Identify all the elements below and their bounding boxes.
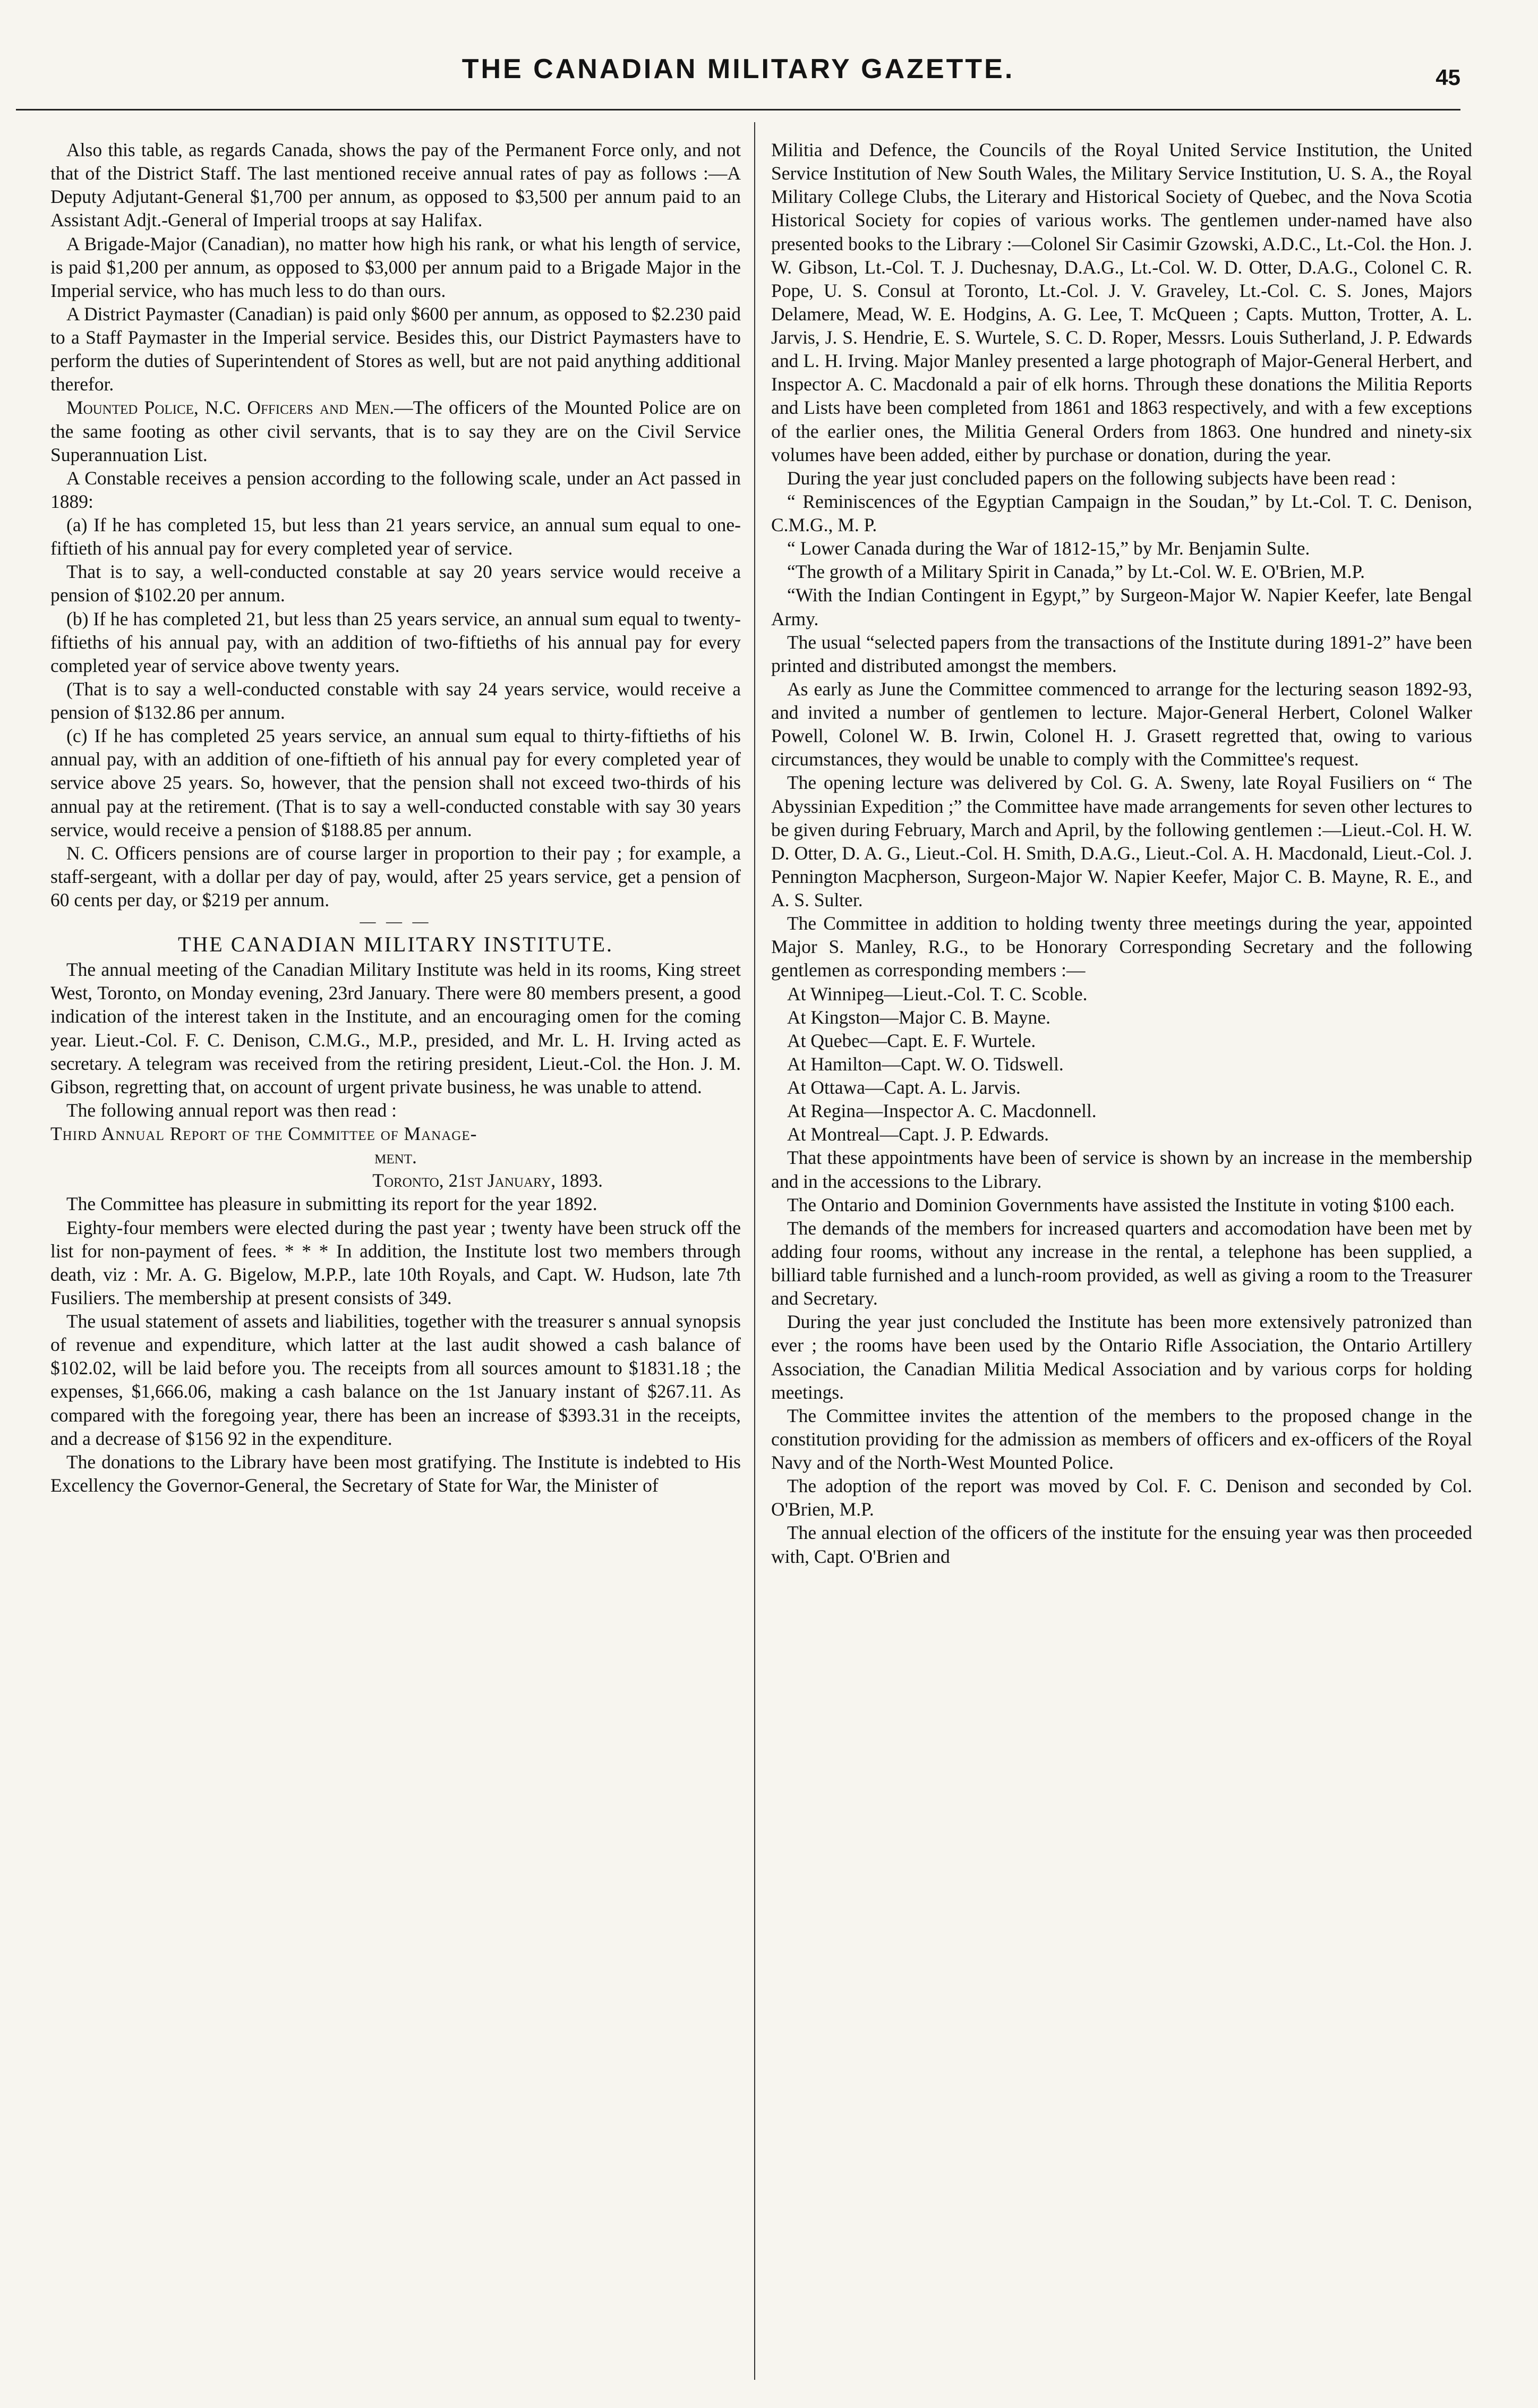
- paragraph: Eighty-four members were elected during the past year ; twenty have been struck off the list for non-payment of fees. * * * In addition, the Institute lost two members through death, viz : Mr. A. G. Bigelow, M.P.P., late 10th Royals, and Capt. W. Hudson, late 7th Fusiliers. The membership at present consists of 349.: [50, 1216, 741, 1308]
- header-rule: [16, 109, 1460, 110]
- paragraph: The Committee invites the attention of the members to the proposed change in the constitution providing for the admission as members of officers and ex-officers of the Royal Navy and of the North-West Mounted Police.: [771, 1405, 1472, 1473]
- paragraph: A District Paymaster (Canadian) is paid only $600 per annum, as opposed to $2.230 paid to a Staff Paymaster in the Imperial service. Besides this, our District Paymasters have to perform the duties of Superintendent of Stores as well, but are not paid anything additional therefor.: [50, 303, 741, 395]
- page-number: 45: [1436, 65, 1460, 90]
- section-title: THE CANADIAN MILITARY INSTITUTE.: [177, 932, 614, 957]
- dateline-text: Toronto, 21st January, 1893.: [372, 1170, 603, 1192]
- corresponding-member: At Winnipeg—Lieut.-Col. T. C. Scoble.: [787, 983, 1088, 1005]
- paragraph: A Constable receives a pension according to the following scale, under an Act passed in 1889:: [50, 467, 741, 512]
- paragraph: (That is to say a well-conducted constable with say 24 years service, would receive a pension of $132.86 per annum.: [50, 678, 741, 723]
- paragraph: Militia and Defence, the Councils of the Royal United Service Institution, the United Service Institution of New South Wales, the Military Service Institution, U. S. A., the Royal Military College Clubs, the Literary and Historical Society of Quebec, and the Nova Scotia Historical Society for copies of various works. The gentlemen under-named have also presented books to the Library :—Colonel Sir Casimir Gzowski, A.D.C., Lt.-Col. the Hon. J. W. Gibson, Lt.-Col. T. J. Duchesnay, D.A.G., Lt.-Col. W. D. Otter, D.A.G., Colonel C. R. Pope, U. S. Consul at Toronto, Lt.-Col. J. V. Graveley, Lt.-Col. C. S. Jones, Majors Delamere, Mead, W. E. Hodgins, A. G. Lee, T. McQueen ; Capts. Mutton, Trotter, A. L. Jarvis, J. S. Hendrie, E. S. Wurtele, S. C. D. Roper, Messrs. Louis Sutherland, J. P. Edwards and L. H. Irving. Major Manley presented a large photograph of Major-General Herbert, and Inspector A. C. Macdonald a pair of elk horns. Through these donations the Militia Reports and Lists have been completed from 1861 and 1863 respectively, and with a few exceptions of the earlier ones, the Militia General Orders from 1863. One hundred and ninety-six volumes have been added, either by purchase or donation, during the year.: [771, 139, 1472, 465]
- run-in-heading: Mounted Police, N.C. Officers and Men.: [66, 397, 395, 419]
- masthead: [16, 53, 1460, 101]
- paragraph: (c) If he has completed 25 years service, an annual sum equal to thirty-fiftieths of his annual pay, with an addition of one-fiftieth of his annual pay for every completed year of service above 25 years. So, however, that the pension shall not exceed two-thirds of his annual pay at the retirement. (That is to say a well-conducted constable with say 30 years service, would receive a pension of $188.85 per annum.: [50, 725, 741, 840]
- publication-title: THE CANADIAN MILITARY GAZETTE.: [462, 54, 1015, 84]
- corresponding-member: At Ottawa—Capt. A. L. Jarvis.: [787, 1077, 1021, 1098]
- report-heading-text: ment.: [374, 1146, 417, 1168]
- paragraph: The donations to the Library have been most gratifying. The Institute is indebted to His Excellency the Governor-General, the Secretary of State for War, the Minister of: [50, 1451, 741, 1496]
- paragraph: [50, 396, 741, 466]
- paragraph: A Brigade-Major (Canadian), no matter how high his rank, or what his length of service, is paid $1,200 per annum, as opposed to $3,000 per annum paid to a Brigade Major in the Imperial service, who has much less to do than ours.: [50, 233, 741, 301]
- paragraph: Also this table, as regards Canada, shows the pay of the Permanent Force only, and not that of the District Staff. The last mentioned receive annual rates of pay as follows :—A Deputy Adjutant-General $1,700 per annum, as opposed to $3,500 per annum paid to an Assistant Adjt.-General of Imperial troops at say Halifax.: [50, 139, 741, 231]
- report-heading-continued: [50, 1145, 741, 1169]
- paragraph: The Committee in addition to holding twenty three meetings during the year, appointed Major S. Manley, R.G., to be Honorary Corresponding Secretary and the following gentlemen as corresponding members :—: [771, 913, 1472, 981]
- column-divider: [754, 122, 755, 2380]
- paragraph: (b) If he has completed 21, but less than 25 years service, an annual sum equal to twenty-fiftieths of his annual pay, with an addition of two-fiftieths of his annual pay for every completed year of service above twenty years.: [50, 608, 741, 676]
- paragraph: As early as June the Committee commenced to arrange for the lecturing season 1892-93, and invited a number of gentlemen to lecture. Major-General Herbert, Colonel Walker Powell, Colonel W. B. Irwin, Colonel H. J. Grasett regretted that, owing to various circumstances, they would be unable to comply with the Committee's request.: [771, 678, 1472, 770]
- paragraph: “The growth of a Military Spirit in Canada,” by Lt.-Col. W. E. O'Brien, M.P.: [787, 561, 1365, 583]
- paragraph: “ Reminiscences of the Egyptian Campaign in the Soudan,” by Lt.-Col. T. C. Denison, C.M.G., M. P.: [771, 490, 1472, 535]
- paragraph: (a) If he has completed 15, but less than 21 years service, an annual sum equal to one-fiftieth of his annual pay for every completed year of service.: [50, 514, 741, 559]
- paragraph: The annual election of the officers of the institute for the ensuing year was then proceeded with, Capt. O'Brien and: [771, 1522, 1472, 1567]
- corresponding-member: At Regina—Inspector A. C. Macdonnell.: [787, 1100, 1097, 1122]
- paragraph-text: —The officers of the Mounted Police are on the same footing as other civil servants, that is to say they are on the Civil Service Superannuation List.: [50, 397, 741, 465]
- report-heading: [50, 1122, 741, 1145]
- paragraph: The annual meeting of the Canadian Military Institute was held in its rooms, King street West, Toronto, on Monday evening, 23rd January. There were 80 members present, a good indication of the interest taken in the Institute, and an encouraging omen for the coming year. Lieut.-Col. F. C. Denison, C.M.G., M.P., presided, and Mr. L. H. Irving acted as secretary. A telegram was received from the retiring president, Lieut.-Col. the Hon. J. M. Gibson, regretting that, on account of urgent private business, he was unable to attend.: [50, 959, 741, 1097]
- paragraph: The adoption of the report was moved by Col. F. C. Denison and seconded by Col. O'Brien, M.P.: [771, 1475, 1472, 1520]
- paragraph: “ Lower Canada during the War of 1812-15,” by Mr. Benjamin Sulte.: [787, 538, 1310, 559]
- paragraph: N. C. Officers pensions are of course larger in proportion to their pay ; for example, a staff-sergeant, with a dollar per day of pay, would, after 25 years service, get a pension of 60 cents per day, or $219 per annum.: [50, 842, 741, 911]
- corresponding-member: At Kingston—Major C. B. Mayne.: [787, 1006, 1050, 1028]
- dateline: [50, 1169, 741, 1192]
- paragraph: That is to say, a well-conducted constable at say 20 years service would receive a pension of $102.20 per annum.: [50, 561, 741, 606]
- paragraph: During the year just concluded the Institute has been more extensively patronized than ever ; the rooms have been used by the Ontario Rifle Association, the Ontario Artillery Association, the Canadian Militia Medical Association and by various corps for holding meetings.: [771, 1311, 1472, 1403]
- corresponding-member: At Montreal—Capt. J. P. Edwards.: [787, 1124, 1049, 1145]
- left-column: [50, 138, 741, 2390]
- corresponding-member: At Quebec—Capt. E. F. Wurtele.: [787, 1029, 1036, 1051]
- report-heading-text: Third Annual Report of the Committee of Manage-: [50, 1123, 477, 1144]
- paragraph: The demands of the members for increased quarters and accomodation have been met by adding four rooms, without any increase in the rental, a telephone has been supplied, a billiard table furnished and a lunch-room provided, as well as giving a room to the Treasurer and Secretary.: [771, 1217, 1472, 1309]
- paragraph: During the year just concluded papers on the following subjects have been read :: [787, 467, 1396, 489]
- paragraph: The Ontario and Dominion Governments have assisted the Institute in voting $100 each.: [787, 1194, 1455, 1215]
- paragraph: The following annual report was then read :: [66, 1099, 397, 1121]
- paragraph: The usual statement of assets and liabilities, together with the treasurer s annual synopsis of revenue and expenditure, which latter at the last audit showed a cash balance of $102.02, will be laid before you. The receipts from all sources amount to $1831.18 ; the expenses, $1,666.06, making a cash balance on the 1st January instant of $267.11. As compared with the foregoing year, there has been an increase of $393.31 in the receipts, and a decrease of $156 92 in the expenditure.: [50, 1311, 741, 1449]
- section-separator: — — —: [360, 913, 432, 931]
- paragraph: “With the Indian Contingent in Egypt,” by Surgeon-Major W. Napier Keefer, late Bengal Army.: [771, 584, 1472, 629]
- paragraph: The Committee has pleasure in submitting its report for the year 1892.: [66, 1193, 597, 1215]
- paragraph: The usual “selected papers from the transactions of the Institute during 1891-2” have been printed and distributed amongst the members.: [771, 631, 1472, 676]
- paragraph: The opening lecture was delivered by Col. G. A. Sweny, late Royal Fusiliers on “ The Abyssinian Expedition ;” the Committee have made arrangements for seven other lectures to be given during February, March and April, by the following gentlemen :—Lieut.-Col. H. W. D. Otter, D. A. G., Lieut.-Col. H. Smith, D.A.G., Lieut.-Col. A. H. Macdonald, Lieut.-Col. J. Pennington Macpherson, Surgeon-Major W. Napier Keefer, Major C. B. Mayne, R. E., and A. S. Sulter.: [771, 772, 1472, 911]
- corresponding-member: At Hamilton—Capt. W. O. Tidswell.: [787, 1053, 1064, 1075]
- right-column: [771, 138, 1472, 2390]
- paragraph: That these appointments have been of service is shown by an increase in the membership and in the accessions to the Library.: [771, 1147, 1472, 1192]
